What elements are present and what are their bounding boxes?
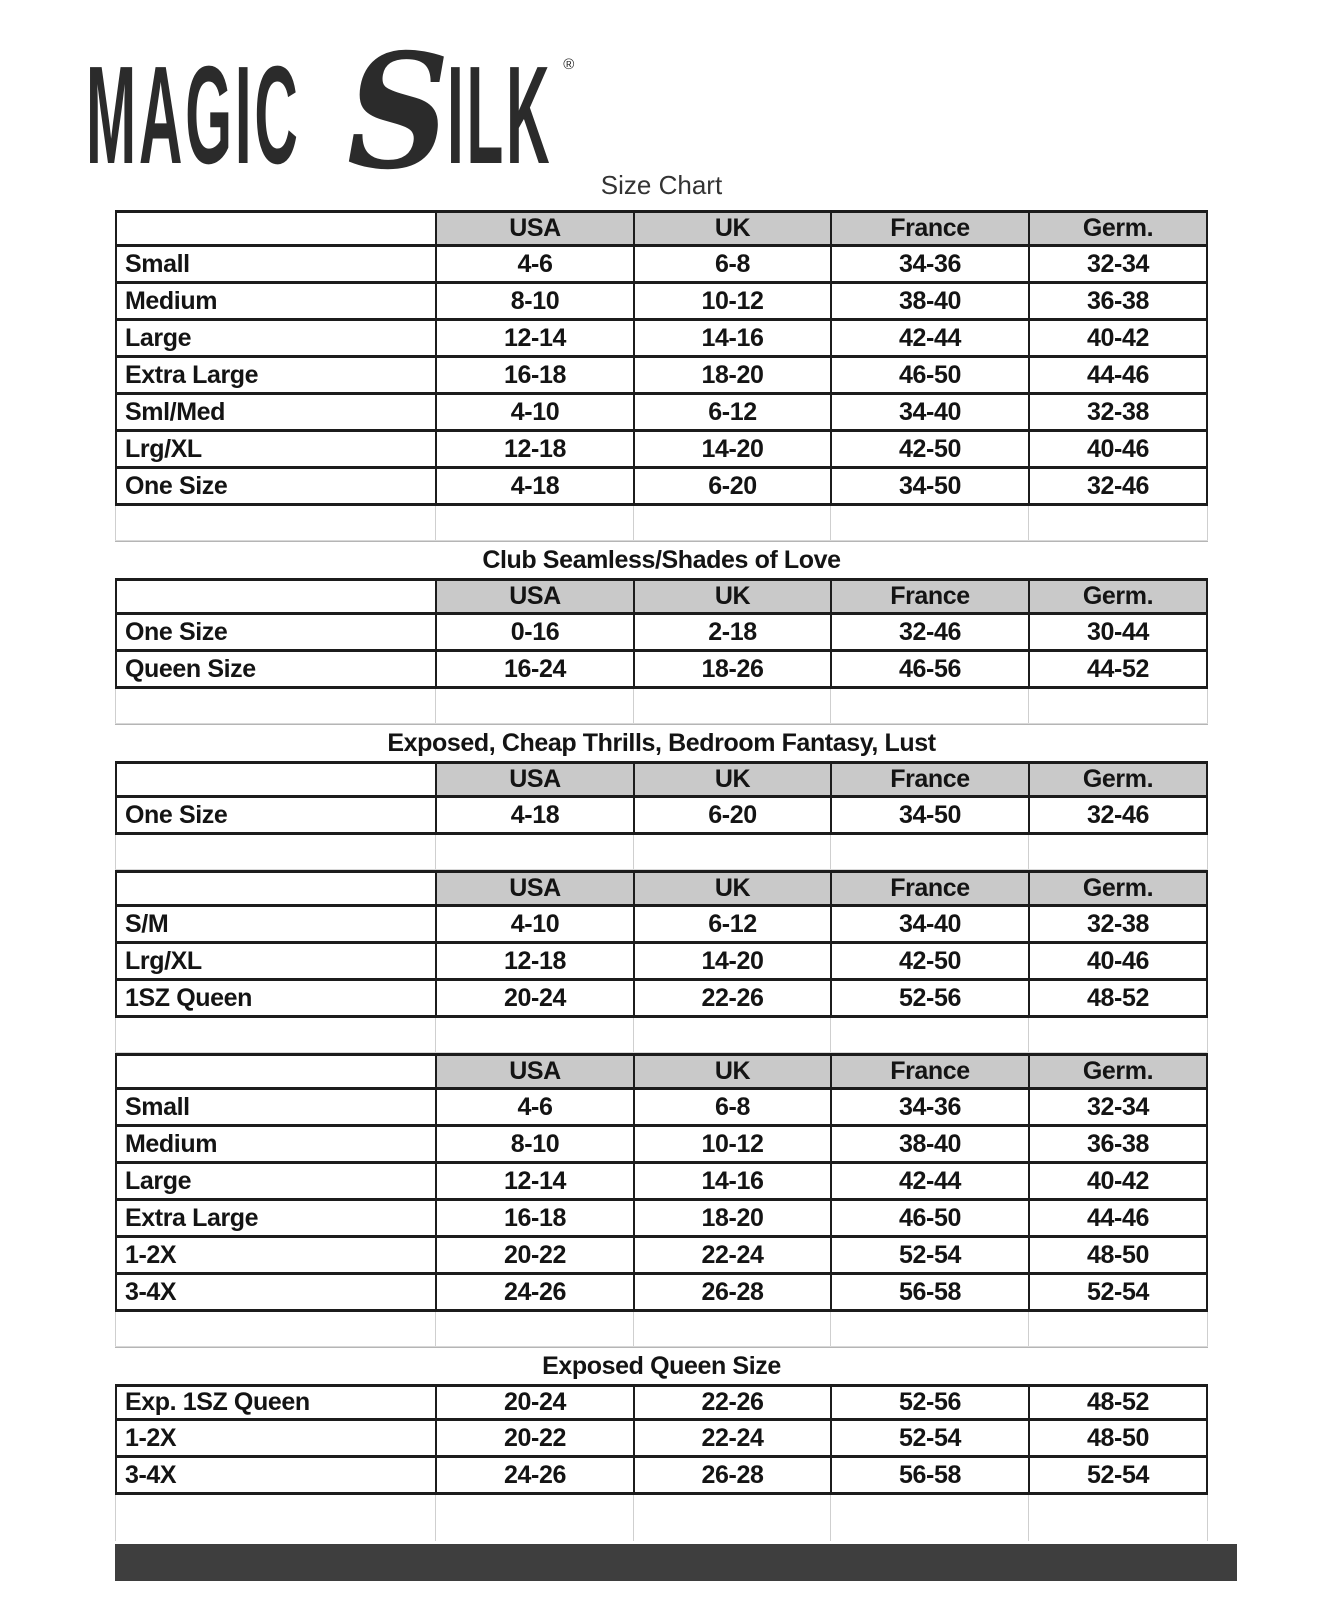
value-cell: 6-8 — [633, 247, 830, 281]
value-cell: 40-46 — [1028, 432, 1208, 466]
value-cell: 48-50 — [1028, 1238, 1208, 1272]
column-header-cell: Germ. — [1028, 764, 1208, 795]
table-row — [115, 358, 1208, 395]
table-row — [115, 1238, 1208, 1275]
table-row — [115, 284, 1208, 321]
section-title-row — [115, 724, 1208, 761]
row-label-cell: 1SZ Queen — [115, 981, 435, 1015]
value-cell: 40-42 — [1028, 1164, 1208, 1198]
spacer-cell — [435, 1495, 633, 1541]
table-row — [115, 1384, 1208, 1421]
table-row — [115, 469, 1208, 506]
value-cell: 4-18 — [435, 469, 633, 503]
value-cell: 20-22 — [435, 1421, 633, 1455]
column-header-cell: UK — [633, 213, 830, 244]
value-cell: 16-18 — [435, 1201, 633, 1235]
value-cell: 44-52 — [1028, 652, 1208, 686]
spacer-cell — [830, 1018, 1028, 1052]
value-cell: 20-24 — [435, 981, 633, 1015]
row-label-cell: Large — [115, 321, 435, 355]
spacer-cell — [633, 1312, 830, 1346]
header-empty-cell — [115, 213, 435, 244]
row-label-cell: One Size — [115, 798, 435, 832]
spacer-cell — [435, 689, 633, 723]
spacer-cell — [633, 835, 830, 869]
column-header-row — [115, 870, 1208, 907]
spacer-row — [115, 506, 1208, 541]
table-row — [115, 798, 1208, 835]
table-row — [115, 944, 1208, 981]
value-cell: 38-40 — [830, 1127, 1028, 1161]
table-row — [115, 981, 1208, 1018]
header-empty-cell — [115, 873, 435, 904]
table-row — [115, 907, 1208, 944]
value-cell: 48-52 — [1028, 981, 1208, 1015]
table-row — [115, 1090, 1208, 1127]
value-cell: 52-56 — [830, 1387, 1028, 1418]
footer-bar — [115, 1544, 1237, 1581]
column-header-cell: USA — [435, 1056, 633, 1087]
table-row — [115, 652, 1208, 689]
value-cell: 32-34 — [1028, 247, 1208, 281]
row-label-cell: Large — [115, 1164, 435, 1198]
spacer-cell — [115, 506, 435, 540]
value-cell: 12-18 — [435, 432, 633, 466]
column-header-row — [115, 210, 1208, 247]
column-header-cell: UK — [633, 1056, 830, 1087]
row-label-cell: 3-4X — [115, 1275, 435, 1309]
spacer-row — [115, 1312, 1208, 1347]
value-cell: 22-26 — [633, 981, 830, 1015]
value-cell: 12-14 — [435, 321, 633, 355]
value-cell: 46-50 — [830, 1201, 1028, 1235]
value-cell: 6-12 — [633, 907, 830, 941]
value-cell: 42-50 — [830, 944, 1028, 978]
spacer-cell — [115, 1312, 435, 1346]
logo-text-ilk: ILK — [446, 38, 553, 195]
table-row — [115, 321, 1208, 358]
value-cell: 6-8 — [633, 1090, 830, 1124]
column-header-cell: France — [830, 873, 1028, 904]
spacer-row — [115, 1495, 1208, 1541]
row-label-cell: Exp. 1SZ Queen — [115, 1387, 435, 1418]
column-header-cell: UK — [633, 764, 830, 795]
column-header-row — [115, 1053, 1208, 1090]
value-cell: 30-44 — [1028, 615, 1208, 649]
table-row — [115, 1421, 1208, 1458]
row-label-cell: Sml/Med — [115, 395, 435, 429]
value-cell: 4-6 — [435, 1090, 633, 1124]
column-header-cell: UK — [633, 873, 830, 904]
table-row — [115, 615, 1208, 652]
table-row — [115, 1201, 1208, 1238]
value-cell: 14-20 — [633, 432, 830, 466]
table-row — [115, 1127, 1208, 1164]
page-title: Size Chart — [600, 170, 723, 200]
value-cell: 34-36 — [830, 1090, 1028, 1124]
spacer-cell — [1028, 506, 1208, 540]
value-cell: 42-50 — [830, 432, 1028, 466]
value-cell: 18-20 — [633, 358, 830, 392]
spacer-cell — [435, 1312, 633, 1346]
column-header-cell: France — [830, 213, 1028, 244]
value-cell: 56-58 — [830, 1458, 1028, 1492]
table-row — [115, 395, 1208, 432]
value-cell: 16-18 — [435, 358, 633, 392]
column-header-cell: France — [830, 581, 1028, 612]
value-cell: 14-16 — [633, 321, 830, 355]
brand-logo — [86, 19, 575, 205]
value-cell: 52-54 — [830, 1238, 1028, 1272]
column-header-cell: USA — [435, 213, 633, 244]
row-label-cell: 1-2X — [115, 1421, 435, 1455]
section-title: Exposed Queen Size — [542, 1351, 781, 1380]
row-label-cell: Small — [115, 247, 435, 281]
value-cell: 2-18 — [633, 615, 830, 649]
value-cell: 4-10 — [435, 395, 633, 429]
value-cell: 52-54 — [830, 1421, 1028, 1455]
header-empty-cell — [115, 581, 435, 612]
spacer-row — [115, 835, 1208, 870]
column-header-row — [115, 761, 1208, 798]
header-empty-cell — [115, 764, 435, 795]
value-cell: 34-40 — [830, 395, 1028, 429]
value-cell: 22-26 — [633, 1387, 830, 1418]
section-title-row — [115, 541, 1208, 578]
value-cell: 32-46 — [1028, 469, 1208, 503]
value-cell: 10-12 — [633, 284, 830, 318]
table-row — [115, 1275, 1208, 1312]
spacer-cell — [1028, 1018, 1208, 1052]
section-title-row — [115, 1347, 1208, 1384]
value-cell: 6-20 — [633, 798, 830, 832]
row-label-cell: Extra Large — [115, 1201, 435, 1235]
value-cell: 6-20 — [633, 469, 830, 503]
value-cell: 26-28 — [633, 1275, 830, 1309]
value-cell: 24-26 — [435, 1458, 633, 1492]
value-cell: 48-52 — [1028, 1387, 1208, 1418]
value-cell: 32-34 — [1028, 1090, 1208, 1124]
value-cell: 34-50 — [830, 798, 1028, 832]
value-cell: 22-24 — [633, 1238, 830, 1272]
value-cell: 46-50 — [830, 358, 1028, 392]
value-cell: 42-44 — [830, 321, 1028, 355]
spacer-cell — [633, 1495, 830, 1541]
column-header-cell: Germ. — [1028, 873, 1208, 904]
row-label-cell: Queen Size — [115, 652, 435, 686]
logo-text-magic: MAGIC — [86, 38, 301, 195]
column-header-cell: Germ. — [1028, 581, 1208, 612]
value-cell: 4-6 — [435, 247, 633, 281]
value-cell: 46-56 — [830, 652, 1028, 686]
column-header-row — [115, 578, 1208, 615]
row-label-cell: 3-4X — [115, 1458, 435, 1492]
value-cell: 22-24 — [633, 1421, 830, 1455]
row-label-cell: 1-2X — [115, 1238, 435, 1272]
spacer-cell — [1028, 835, 1208, 869]
value-cell: 34-50 — [830, 469, 1028, 503]
column-header-cell: USA — [435, 873, 633, 904]
table-row — [115, 247, 1208, 284]
table-row — [115, 1458, 1208, 1495]
row-label-cell: Medium — [115, 284, 435, 318]
column-header-cell: Germ. — [1028, 213, 1208, 244]
row-label-cell: Lrg/XL — [115, 432, 435, 466]
value-cell: 42-44 — [830, 1164, 1028, 1198]
spacer-cell — [115, 689, 435, 723]
value-cell: 18-26 — [633, 652, 830, 686]
value-cell: 18-20 — [633, 1201, 830, 1235]
header-empty-cell — [115, 1056, 435, 1087]
value-cell: 4-18 — [435, 798, 633, 832]
spacer-cell — [633, 506, 830, 540]
row-label-cell: S/M — [115, 907, 435, 941]
value-cell: 32-46 — [830, 615, 1028, 649]
section-title: Club Seamless/Shades of Love — [482, 545, 841, 574]
spacer-cell — [115, 1018, 435, 1052]
spacer-row — [115, 689, 1208, 724]
spacer-cell — [633, 1018, 830, 1052]
column-header-cell: USA — [435, 581, 633, 612]
column-header-cell: UK — [633, 581, 830, 612]
value-cell: 16-24 — [435, 652, 633, 686]
row-label-cell: Medium — [115, 1127, 435, 1161]
value-cell: 20-22 — [435, 1238, 633, 1272]
value-cell: 34-40 — [830, 907, 1028, 941]
value-cell: 24-26 — [435, 1275, 633, 1309]
spacer-cell — [435, 835, 633, 869]
section-title: Exposed, Cheap Thrills, Bedroom Fantasy, Lust — [387, 728, 936, 757]
spacer-cell — [115, 1495, 435, 1541]
value-cell: 8-10 — [435, 284, 633, 318]
value-cell: 48-50 — [1028, 1421, 1208, 1455]
value-cell: 32-38 — [1028, 907, 1208, 941]
value-cell: 12-14 — [435, 1164, 633, 1198]
spacer-cell — [435, 1018, 633, 1052]
column-header-cell: France — [830, 764, 1028, 795]
value-cell: 36-38 — [1028, 1127, 1208, 1161]
registered-trademark-icon: ® — [563, 56, 575, 73]
row-label-cell: One Size — [115, 615, 435, 649]
value-cell: 56-58 — [830, 1275, 1028, 1309]
spacer-cell — [115, 835, 435, 869]
size-table — [115, 210, 1208, 1541]
spacer-cell — [830, 1312, 1028, 1346]
value-cell: 0-16 — [435, 615, 633, 649]
column-header-cell: Germ. — [1028, 1056, 1208, 1087]
value-cell: 52-54 — [1028, 1275, 1208, 1309]
value-cell: 52-54 — [1028, 1458, 1208, 1492]
spacer-cell — [830, 1495, 1028, 1541]
spacer-cell — [830, 689, 1028, 723]
column-header-cell: France — [830, 1056, 1028, 1087]
value-cell: 36-38 — [1028, 284, 1208, 318]
row-label-cell: One Size — [115, 469, 435, 503]
row-label-cell: Lrg/XL — [115, 944, 435, 978]
value-cell: 6-12 — [633, 395, 830, 429]
value-cell: 12-18 — [435, 944, 633, 978]
table-row — [115, 1164, 1208, 1201]
value-cell: 32-46 — [1028, 798, 1208, 832]
value-cell: 40-42 — [1028, 321, 1208, 355]
table-row — [115, 432, 1208, 469]
value-cell: 44-46 — [1028, 358, 1208, 392]
value-cell: 34-36 — [830, 247, 1028, 281]
column-header-cell: USA — [435, 764, 633, 795]
spacer-row — [115, 1018, 1208, 1053]
value-cell: 8-10 — [435, 1127, 633, 1161]
row-label-cell: Extra Large — [115, 358, 435, 392]
spacer-cell — [1028, 689, 1208, 723]
value-cell: 4-10 — [435, 907, 633, 941]
value-cell: 26-28 — [633, 1458, 830, 1492]
value-cell: 40-46 — [1028, 944, 1208, 978]
row-label-cell: Small — [115, 1090, 435, 1124]
spacer-cell — [830, 506, 1028, 540]
value-cell: 52-56 — [830, 981, 1028, 1015]
value-cell: 14-20 — [633, 944, 830, 978]
value-cell: 38-40 — [830, 284, 1028, 318]
value-cell: 14-16 — [633, 1164, 830, 1198]
value-cell: 10-12 — [633, 1127, 830, 1161]
spacer-cell — [633, 689, 830, 723]
spacer-cell — [1028, 1495, 1208, 1541]
spacer-cell — [1028, 1312, 1208, 1346]
value-cell: 32-38 — [1028, 395, 1208, 429]
value-cell: 44-46 — [1028, 1201, 1208, 1235]
value-cell: 20-24 — [435, 1387, 633, 1418]
logo-script-s: S — [346, 19, 450, 205]
spacer-cell — [435, 506, 633, 540]
spacer-cell — [830, 835, 1028, 869]
